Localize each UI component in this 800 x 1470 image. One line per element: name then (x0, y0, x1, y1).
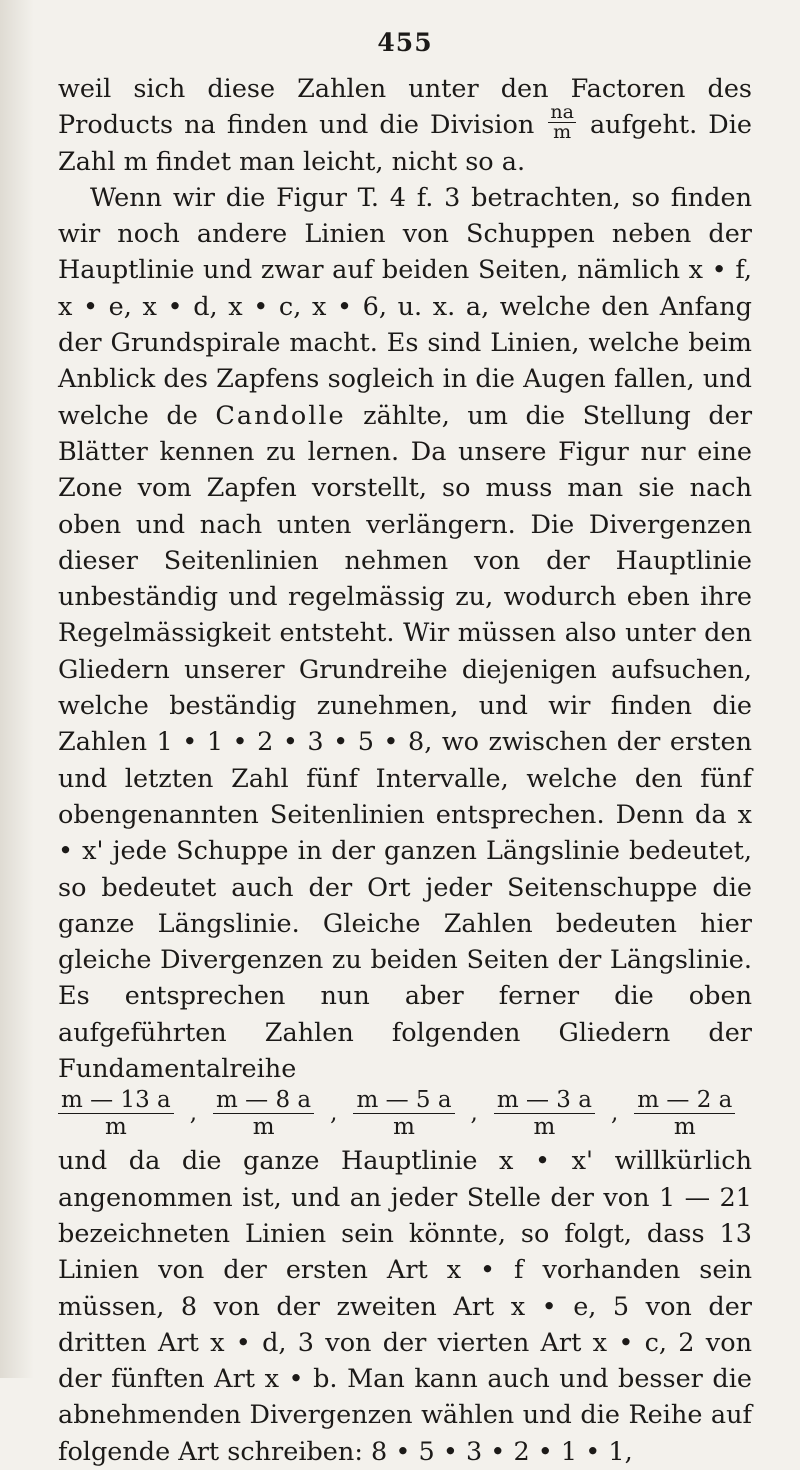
division-fraction (548, 100, 576, 143)
series-fraction (58, 1087, 174, 1140)
page-edge-shadow (0, 0, 34, 1378)
page-number: 455 (377, 28, 433, 57)
paragraph-2-text-b: zählte, um die Stellung der Blätter kennen zu lernen. Da unsere Figur nur eine Zone vom Zapfen vorstellt, so muss man sie nach oben und nach unten verlängern. Die Divergenzen dieser Seitenlinien nehmen von der Hauptlinie unbeständig und regelmässig zu, wodurch eben ihre Regelmässigkeit entsteht. Wir müssen also unter den Gliedern unserer Grundreihe diejenigen aufsuchen, welche beständig zunehmen, und wir finden die Zahlen 1 • 1 • 2 • 3 • 5 • 8, wo zwischen der ersten und letzten Zahl fünf Intervalle, welche den fünf obengenannten Seitenlinien entsprechen. Denn da x • x' jede Schuppe in der ganzen Längslinie bedeutet, so bedeutet auch der Ort jeder Seitenschuppe die ganze Längslinie. Gleiche Zahlen bedeuten hier gleiche Divergenzen zu beiden Seiten der Längslinie. Es entsprechen nun aber ferner die oben aufgeführten Zahlen folgenden Gliedern der Fundamentalreihe (58, 400, 753, 1085)
comma: , (470, 1100, 478, 1127)
paragraph-2-text-a: Wenn wir die Figur T. 4 f. 3 betrachten, so finden wir noch andere Linien von Schuppen neben der Hauptlinie und zwar auf beiden Seiten, nämlich x • f, x • e, x • d, x • c, x • 6, u. x. a, welche den Anfang der Grundspirale macht. Es sind Linien, welche beim Anblick des Zapfens sogleich in die Augen fallen, und welche de (58, 182, 752, 431)
comma: , (189, 1100, 198, 1127)
series-fraction (353, 1087, 454, 1140)
series-fraction-numerator: m — 5 a (353, 1087, 454, 1114)
series-fraction-denominator: m (104, 1114, 127, 1141)
author-name: Candolle (215, 400, 346, 431)
series-fraction-numerator: m — 8 a (213, 1087, 314, 1114)
paragraph-1 (58, 71, 752, 180)
fundamental-series-fractions (58, 1087, 752, 1143)
fraction-numerator: na (550, 100, 574, 123)
fraction-denominator: m (553, 120, 572, 143)
paragraph-1-text-b: aufgeht. Die Zahl m findet man leicht, nicht so a. (58, 110, 753, 177)
series-fraction-numerator: m — 13 a (58, 1087, 174, 1114)
paragraph-1-text-a: weil sich diese Zahlen unter den Factoren des Products na finden und die Division (58, 74, 752, 141)
series-fraction-denominator: m (673, 1114, 696, 1141)
series-fraction-numerator: m — 2 a (634, 1087, 735, 1114)
series-fraction (213, 1087, 314, 1140)
paragraph-3: und da die ganze Hauptlinie x • x' willkürlich angenommen ist, und an jeder Stelle der von 1 — 21 bezeichneten Linien sein könnte, so folgt, dass 13 Linien von der ersten Art x • f vorhanden sein müssen, 8 von der zweiten Art x • e, 5 von der dritten Art x • d, 3 von der vierten Art x • c, 2 von der fünften Art x • b. Man kann auch und besser die abnehmenden Divergenzen wählen und die Reihe auf folgende Art schreiben: 8 • 5 • 3 • 2 • 1 • 1, (58, 1146, 752, 1467)
series-fraction-denominator: m (393, 1114, 415, 1141)
comma: , (610, 1100, 619, 1127)
series-fraction-numerator: m — 3 a (494, 1087, 595, 1114)
series-fraction-denominator: m (252, 1114, 275, 1141)
series-fraction (634, 1087, 735, 1140)
comma: , (330, 1100, 338, 1127)
series-fraction-denominator: m (533, 1114, 556, 1141)
paragraph-2 (58, 180, 752, 1087)
series-fraction (494, 1087, 595, 1140)
